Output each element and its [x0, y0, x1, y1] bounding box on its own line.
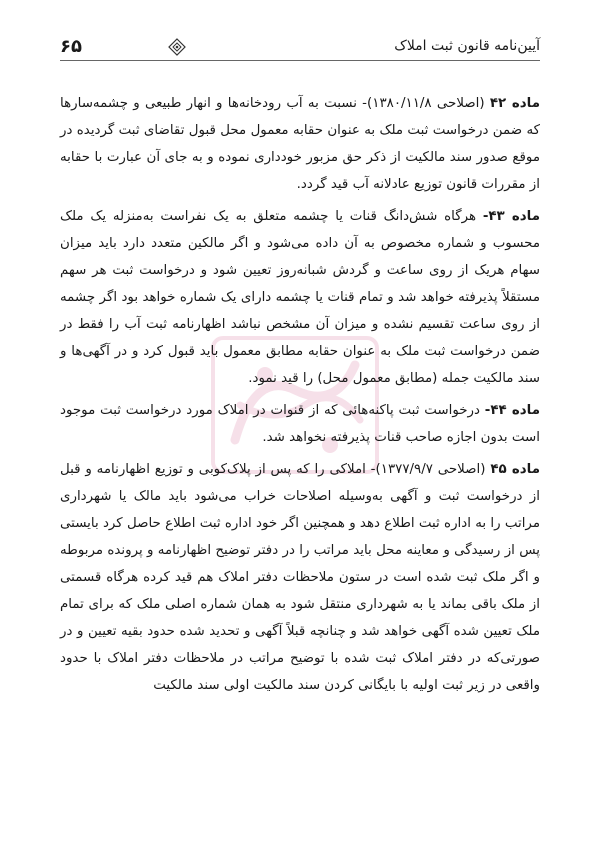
article-text: درخواست ثبت پاکنه‌هائی که از قنوات در املاک مورد درخواست ثبت موجود است بدون اجازه صاحب قنات پذیرفته نخواهد شد.: [60, 403, 540, 445]
article-text: (اصلاحی ۱۳۷۷/۹/۷)- املاکی را که پس از پلاک‌کوبی و توزیع اظهارنامه و قبل از درخواست ثبت و آگهی به‌وسیله اصلاحات خراب می‌شود باید مالک یا شهرداری مراتب را به اداره ثبت اطلاع دهد و همچنین اگر خود اداره ثبت اطلاع حاصل کرد بایستی پس از رسیدگی و معاینه محل باید مراتب را در دفتر توضیح اظهارنامه و پرونده مربوطه و اگر ملک ثبت شده است در ستون ملاحظات دفتر املاک هم قید کرده هرگاه قسمتی از ملک باقی بماند یا به شهرداری منتقل شود به همان شماره اصلی ملک که برای تمام ملک تعیین شده آگهی خواهد شد و چنانچه قبلاً آگهی و تحدید شده حدود بقیه تعیین و در صورتی‌که در دفتر املاک ثبت شده با توضیح مراتب در ملاحظات دفتر املاک با حدود واقعی در زیر ثبت اولیه با بایگانی کردن سند مالکیت اولی سند مالکیت: [60, 462, 540, 693]
article-label: ماده ۴۳-: [482, 209, 541, 224]
header-divider: [60, 60, 540, 61]
page-number: ۶۵: [60, 36, 82, 57]
body-text: [60, 90, 540, 704]
running-title: آیین‌نامه قانون ثبت املاک: [394, 38, 540, 54]
article-text: هرگاه شش‌دانگ قنات یا چشمه متعلق به یک نفراست به‌منزله یک ملک محسوب و شماره مخصوص به آن داده می‌شود و اگر مالکین متعدد دارد باید میزان سهام هریک از روی ساعت و گردش شبانه‌روز تعیین شود و درخواست ثبت هر سهم مستقلاً پذیرفته خواهد شد و تمام قنات یا چشمه دارای یک شماره خواهد بود اگر چشمه از روی ساعت تقسیم نشده و میزان آن مشخص نباشد اظهارنامه ثبت آب را فقط در ضمن درخواست ثبت ملک به عنوان حقابه مطابق معمول باید قبول کرد و در آگهی‌ها و سند مالکیت جمله (مطابق معمول محل) را قید نمود.: [60, 209, 540, 386]
article-43: [60, 203, 540, 392]
article-44: [60, 397, 540, 451]
article-label: ماده ۴۴-: [484, 403, 541, 418]
page-header: [60, 36, 540, 62]
article-label: ماده ۴۵: [490, 462, 540, 477]
article-text: (اصلاحی ۱۳۸۰/۱۱/۸)- نسبت به آب رودخانه‌ها و انهار طبیعی و چشمه‌سارها که ضمن درخواست ثبت ملک به عنوان حقابه معمول محل قبول تقاضای ثبت گردیده در موقع صدور سند مالکیت از ذکر حق مزبور خودداری نموده و به جای آن عبارت با حقابه از مقررات قانون توزیع عادلانه آب قید گردد.: [60, 96, 540, 192]
article-42: [60, 90, 540, 198]
diamond-ornament-icon: [168, 38, 186, 56]
article-label: ماده ۴۲: [489, 96, 540, 111]
article-45: [60, 456, 540, 699]
